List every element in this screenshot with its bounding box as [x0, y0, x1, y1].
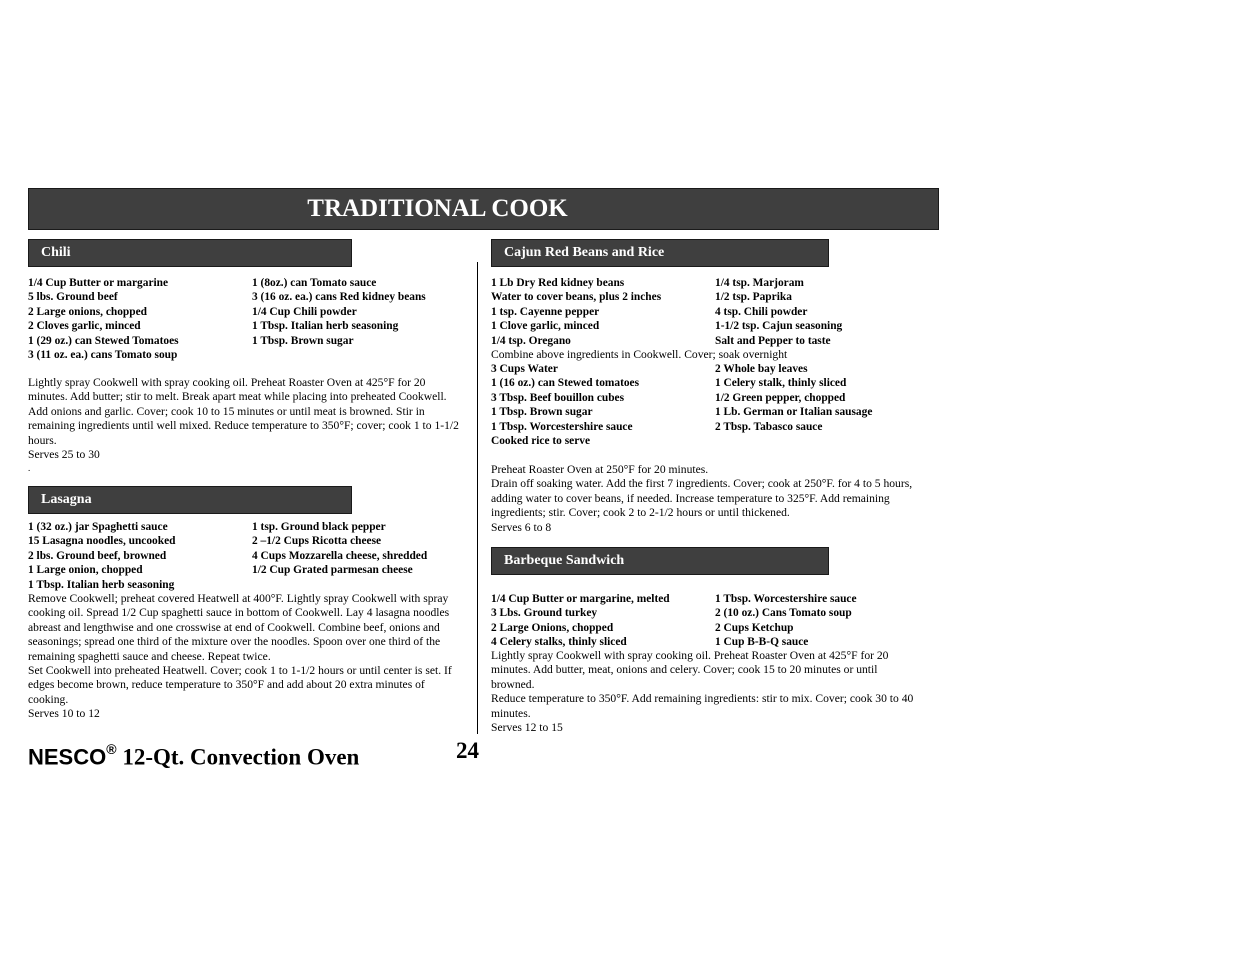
ingredient-line: 1/4 tsp. Marjoram — [715, 277, 804, 289]
lasagna-serves: Serves 10 to 12 — [28, 707, 100, 721]
ingredient-line: 4 tsp. Chili powder — [715, 305, 808, 318]
ingredient-line: 1 Large onion, chopped — [28, 564, 143, 577]
cajun-directions-1: Preheat Roaster Oven at 250°F for 20 minutes. — [491, 463, 709, 476]
ingredient-line: 3 Tbsp. Beef bouillon cubes — [491, 391, 625, 404]
ingredient-line: Water to cover beans, plus 2 inches — [491, 291, 662, 304]
bbq-directions-1: Lightly spray Cookwell with spray cooking oil. Preheat Roaster Oven at 425°F for 20 minutes. Add butter, meat, onions and celery. Cover; cook 15 to 20 minutes or until browned. — [491, 649, 889, 691]
chili-ingredients-left — [28, 276, 179, 362]
brand-name: NESCO — [28, 744, 107, 770]
chili-ingredients-right — [252, 276, 426, 348]
ingredient-line: 1 Tbsp. Brown sugar — [252, 334, 354, 347]
ingredient-line: 1/2 Green pepper, chopped — [715, 391, 846, 404]
ingredient-line: 4 Cups Mozzarella cheese, shredded — [252, 549, 428, 562]
page-number: 24 — [456, 738, 479, 763]
ingredient-line: 1 tsp. Ground black pepper — [252, 521, 386, 533]
ingredient-line: 1 Tbsp. Italian herb seasoning — [252, 320, 399, 333]
recipe-title-lasagna: Lasagna — [28, 486, 352, 514]
ingredient-line: 1/4 Cup Butter or margarine — [28, 277, 169, 289]
ingredient-line: 1 Tbsp. Italian herb seasoning — [28, 578, 175, 591]
ingredient-line: 1 Clove garlic, minced — [491, 320, 600, 333]
bbq-ingredients-right — [715, 592, 857, 650]
lasagna-directions — [28, 592, 456, 722]
ingredient-line: 1 (16 oz.) can Stewed tomatoes — [491, 377, 640, 390]
product-name: 12-Qt. Convection Oven — [116, 744, 360, 770]
lasagna-directions-2: Set Cookwell into preheated Heatwell. Cover; cook 1 to 1-1/2 hours or until center is set. If edges become brown, reduce temperature to 350°F and add about 20 extra minutes of cooking. — [28, 664, 452, 706]
chili-directions-text: Lightly spray Cookwell with spray cooking oil. Preheat Roaster Oven at 425°F for 20 minutes. Add butter; stir to melt. Break apart meat while placing into preheated Cookwell. Add onions and garlic. Cover; cook 10 to 15 minutes or until meat is browned. Stir in remaining ingredients until well mixed. Reduce temperature to 350°F; cover; cook 1 to 1-1/2 hours. — [28, 376, 459, 447]
cajun-directions-2: Drain off soaking water. Add the first 7 ingredients. Cover; cook at 250°F. for 4 to 5 hours, adding water to cover beans, if needed. Increase temperature to 325°F. Add remaining ingredients; stir. Cover; cook 2 to 2-1/2 hours or until thickened. — [491, 477, 913, 520]
recipe-title-chili: Chili — [28, 239, 352, 267]
ingredient-line: 1/4 tsp. Oregano — [491, 334, 571, 347]
lasagna-directions-1: Remove Cookwell; preheat covered Heatwell at 400°F. Lightly spray Cookwell with spray cooking oil. Spread 1/2 Cup spaghetti sauce in bottom of Cookwell. Lay 4 lasagna noodles abreast and lengthwise and one crosswise at end of Cookwell. Combine beef, onions and seasonings; spread one third of the mixture over the noodles. Spoon over one third of the remaining spaghetti sauce and cheese. Repeat twice. — [28, 592, 450, 663]
ingredient-line: 4 Celery stalks, thinly sliced — [491, 636, 627, 649]
ingredient-line: 1 (29 oz.) can Stewed Tomatoes — [28, 334, 179, 347]
ingredient-line: Cooked rice to serve — [491, 435, 591, 448]
bbq-directions — [491, 649, 921, 735]
ingredient-line: 2 Large onions, chopped — [28, 305, 147, 318]
ingredient-line: 1 Tbsp. Worcestershire sauce — [715, 593, 857, 605]
ingredient-line: Salt and Pepper to taste — [715, 334, 831, 347]
cajun-ingredients-left-b — [491, 362, 639, 448]
bbq-directions-2: Reduce temperature to 350°F. Add remaining ingredients: stir to mix. Cover; cook 30 to 40 minutes. — [491, 692, 914, 720]
ingredient-line: 1/2 Cup Grated parmesan cheese — [252, 564, 413, 577]
ingredient-line: 1 Cup B-B-Q sauce — [715, 636, 809, 649]
ingredient-line: 1 Lb. German or Italian sausage — [715, 406, 873, 419]
ingredient-line: 2 –1/2 Cups Ricotta cheese — [252, 535, 382, 548]
section-banner: TRADITIONAL COOK — [28, 188, 939, 230]
cajun-soak-note: Combine above ingredients in Cookwell. Cover; soak overnight — [491, 348, 788, 361]
ingredient-line: 1/4 Cup Chili powder — [252, 305, 357, 318]
chili-serves: Serves 25 to 30 — [28, 448, 100, 462]
ingredient-line: 3 (11 oz. ea.) cans Tomato soup — [28, 349, 178, 362]
ingredient-line: 1 Tbsp. Brown sugar — [491, 406, 593, 419]
cajun-ingredients-right-b — [715, 362, 872, 434]
ingredient-line: 1 (32 oz.) jar Spaghetti sauce — [28, 521, 168, 533]
bbq-ingredients-left — [491, 592, 670, 650]
ingredient-line: 3 (16 oz. ea.) cans Red kidney beans — [252, 291, 426, 304]
chili-dot: . — [28, 463, 31, 474]
footer-product-name — [28, 737, 359, 772]
ingredient-line: 1 (8oz.) can Tomato sauce — [252, 277, 377, 289]
ingredient-line: 5 lbs. Ground beef — [28, 291, 118, 304]
recipe-title-bbq: Barbeque Sandwich — [491, 547, 829, 575]
ingredient-line: 3 Lbs. Ground turkey — [491, 607, 598, 620]
ingredient-line: 2 Whole bay leaves — [715, 363, 808, 375]
ingredient-line: 1/2 tsp. Paprika — [715, 291, 792, 304]
cajun-ingredients-right-a — [715, 276, 842, 348]
cajun-ingredients-left-a — [491, 276, 661, 348]
column-divider — [477, 262, 478, 734]
chili-directions — [28, 376, 464, 474]
ingredient-line: 1 Celery stalk, thinly sliced — [715, 377, 847, 390]
ingredient-line: 2 Cloves garlic, minced — [28, 320, 141, 333]
ingredient-line: 1 Lb Dry Red kidney beans — [491, 277, 625, 289]
ingredient-line: 1 Tbsp. Worcestershire sauce — [491, 420, 633, 433]
ingredient-line: 2 Large Onions, chopped — [491, 621, 614, 634]
ingredient-line: 2 Cups Ketchup — [715, 621, 794, 634]
lasagna-ingredients-left — [28, 520, 175, 592]
cajun-directions — [491, 463, 919, 535]
recipe-title-cajun: Cajun Red Beans and Rice — [491, 239, 829, 267]
ingredient-line: 1/4 Cup Butter or margarine, melted — [491, 593, 670, 605]
bbq-serves: Serves 12 to 15 — [491, 721, 563, 735]
cajun-serves: Serves 6 to 8 — [491, 520, 552, 534]
ingredient-line: 1-1/2 tsp. Cajun seasoning — [715, 320, 843, 333]
ingredient-line: 2 lbs. Ground beef, browned — [28, 549, 167, 562]
lasagna-ingredients-right — [252, 520, 427, 578]
ingredient-line: 1 tsp. Cayenne pepper — [491, 305, 600, 318]
ingredient-line: 2 Tbsp. Tabasco sauce — [715, 420, 823, 433]
ingredient-line: 3 Cups Water — [491, 363, 558, 375]
ingredient-line: 15 Lasagna noodles, uncooked — [28, 535, 176, 548]
ingredient-line: 2 (10 oz.) Cans Tomato soup — [715, 607, 852, 620]
registered-mark: ® — [106, 741, 117, 757]
